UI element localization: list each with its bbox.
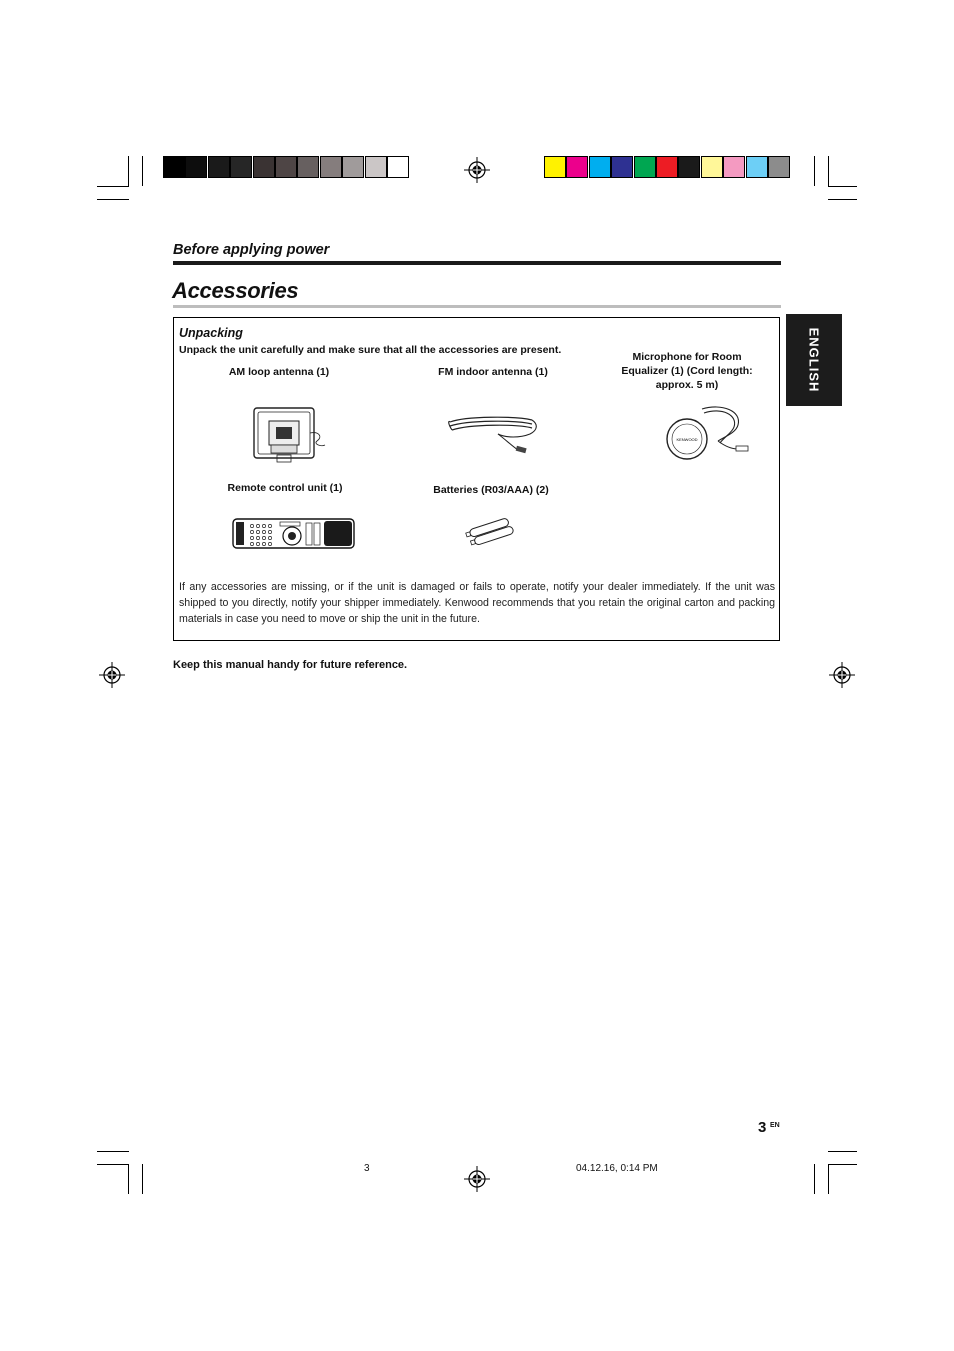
registration-mark-icon [464,157,490,183]
color-swatch [611,156,633,178]
color-swatch [387,156,409,178]
language-tab-label: ENGLISH [806,327,822,393]
item-label-batteries: Batteries (R03/AAA) (2) [433,484,549,496]
color-swatch [185,156,207,178]
color-swatch [230,156,252,178]
missing-accessories-notice: If any accessories are missing, or if the unit is damaged or fails to operate, notify your dealer immediately. If the unit was shipped to you directly, notify your shipper immediately. Kenwood recommends that you retain the original carton and packing materials in case you need to move or ship the unit in the future. [179,581,775,625]
color-swatch [208,156,230,178]
section-label: Before applying power [173,242,330,258]
unpacking-heading: Unpacking [179,326,243,340]
color-swatch [544,156,566,178]
item-label-fm-antenna: FM indoor antenna (1) [438,366,548,378]
unpacking-lead: Unpack the unit carefully and make sure that all the accessories are present. [179,344,562,356]
item-label-remote: Remote control unit (1) [227,482,343,494]
color-swatch [275,156,297,178]
color-swatch [163,156,185,178]
batteries-icon [463,518,521,548]
color-swatch [768,156,790,178]
section-rule [173,261,781,265]
print-footer-timestamp: 04.12.16, 0:14 PM [576,1163,658,1174]
color-swatch [634,156,656,178]
color-swatch [566,156,588,178]
microphone-icon [662,403,750,465]
keep-manual-note: Keep this manual handy for future reference. [173,659,408,671]
color-swatch [701,156,723,178]
page-language-suffix: EN [770,1122,780,1129]
color-swatch [365,156,387,178]
language-tab [786,314,842,406]
color-swatch [678,156,700,178]
color-swatch [253,156,275,178]
page-title: Accessories [172,278,299,303]
color-swatch [723,156,745,178]
page-number: 3 [758,1119,767,1136]
item-label-microphone: Microphone for Room Equalizer (1) (Cord length: approx. 5 m) [621,351,753,391]
title-rule [173,305,781,308]
print-footer-page: 3 [364,1163,370,1174]
registration-mark-icon [829,662,855,688]
item-label-am-antenna: AM loop antenna (1) [228,366,330,378]
am-loop-antenna-icon [249,403,329,467]
color-swatch [589,156,611,178]
color-swatch [656,156,678,178]
registration-mark-icon [99,662,125,688]
color-swatch [297,156,319,178]
microphone-brand-text: KENWOOD [676,437,698,442]
registration-mark-icon [464,1166,490,1192]
color-swatch [746,156,768,178]
remote-control-icon [232,518,356,550]
fm-indoor-antenna-icon [446,410,538,456]
color-swatch [320,156,342,178]
color-swatch [342,156,364,178]
